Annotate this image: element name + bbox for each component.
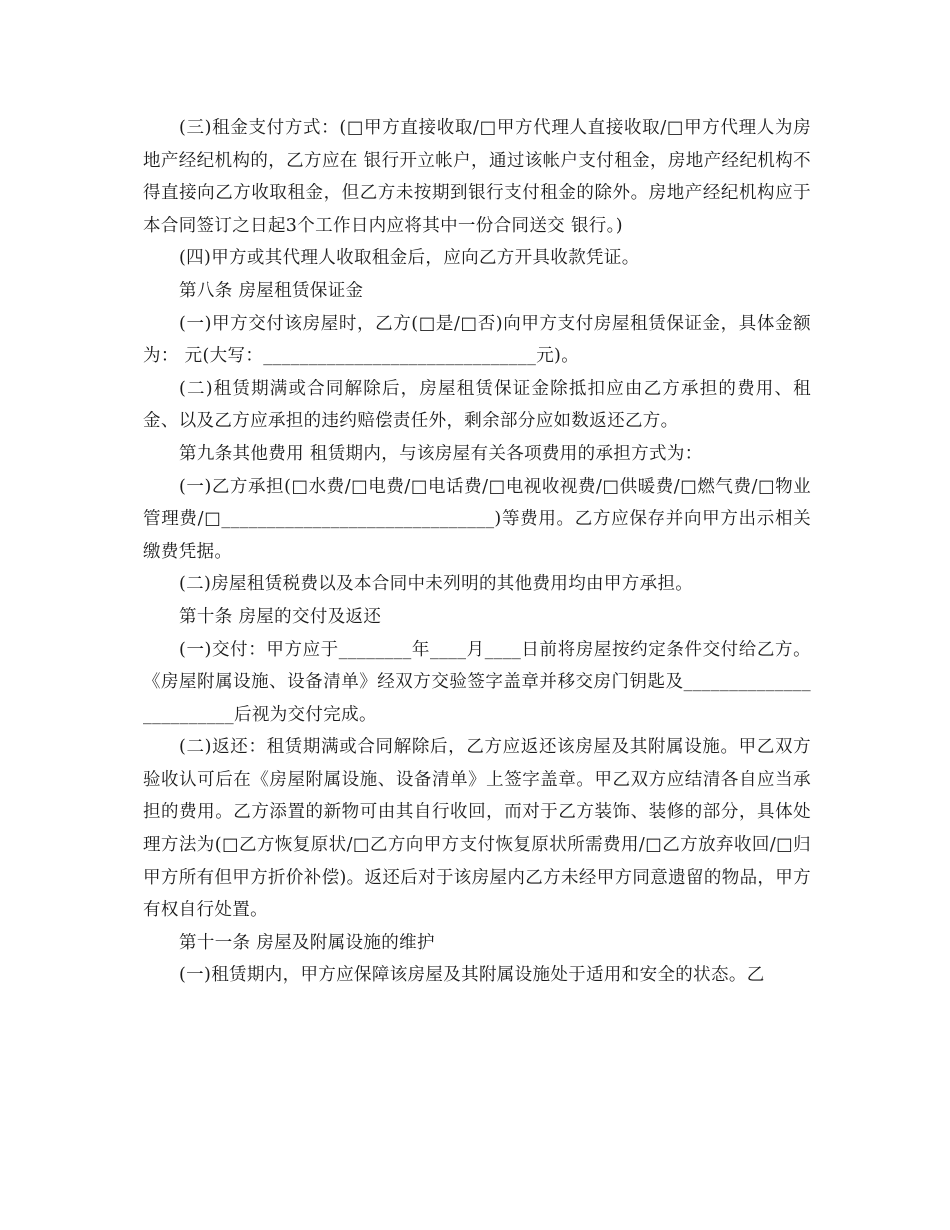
- paragraph-rent-receipt: (四)甲方或其代理人收取租金后，应向乙方开具收款凭证。: [179, 248, 640, 269]
- paragraph-deposit-payment: (一)甲方交付该房屋时，乙方(□是/□否)向甲方支付房屋租赁保证金，具体金额为： 元(大写：______________________________元)。: [143, 313, 811, 367]
- paragraph-return: (二)返还：租赁期满或合同解除后，乙方应返还该房屋及其附属设施。甲乙双方验收认可后在《房屋附属设施、设备清单》上签字盖章。甲乙双方应结清各自应当承担的费用。乙方添置的新物可由其自行收回，而对于乙方装饰、装修的部分，具体处理方法为(□乙方恢复原状/□乙方向甲方支付恢复原状所需费用/□乙方放弃收回/□归甲方所有但甲方折价补偿)。返还后对于该房屋内乙方未经甲方同意遗留的物品，甲方有权自行处置。: [143, 737, 811, 921]
- paragraph-landlord-fees: (二)房屋租赁税费以及本合同中未列明的其他费用均由甲方承担。: [179, 574, 694, 595]
- document-page: [143, 112, 811, 992]
- paragraph-rent-payment-method: (三)租金支付方式：(□甲方直接收取/□甲方代理人直接收取/□甲方代理人为房地产经纪机构的，乙方应在 银行开立帐户，通过该帐户支付租金，房地产经纪机构不得直接向乙方收取租金，但乙方未按期到银行支付租金的除外。房地产经纪机构应于本合同签订之日起3个工作日内应将其中一份合同送交 银行。): [143, 118, 811, 236]
- heading-article-8: 第八条 房屋租赁保证金: [179, 280, 364, 301]
- paragraph-handover: (一)交付：甲方应于________年____月____日前将房屋按约定条件交付给乙方。《房屋附属设施、设备清单》经双方交验签字盖章并移交房门钥匙及________________________后视为交付完成。: [143, 639, 811, 725]
- heading-article-9: 第九条其他费用 租赁期内，与该房屋有关各项费用的承担方式为：: [179, 443, 703, 464]
- paragraph-tenant-fees: (一)乙方承担(□水费/□电费/□电话费/□电视收视费/□供暖费/□燃气费/□物业管理费/□______________________________)等费用。乙方应保存并向甲方出示相关缴费凭据。: [143, 476, 811, 562]
- heading-article-11: 第十一条 房屋及附属设施的维护: [179, 932, 435, 953]
- paragraph-deposit-return: (二)租赁期满或合同解除后，房屋租赁保证金除抵扣应由乙方承担的费用、租金、以及乙方应承担的违约赔偿责任外，剩余部分应如数返还乙方。: [143, 378, 811, 432]
- paragraph-maintenance: (一)租赁期内，甲方应保障该房屋及其附属设施处于适用和安全的状态。乙: [179, 965, 765, 986]
- heading-article-10: 第十条 房屋的交付及返还: [179, 606, 382, 627]
